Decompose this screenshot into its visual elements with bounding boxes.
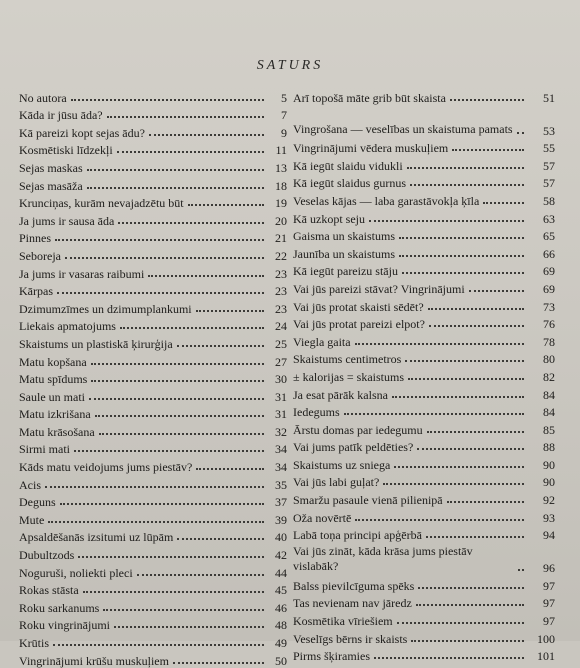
- toc-entry-title: Matu krāsošana: [19, 424, 95, 439]
- dot-leader: [450, 99, 524, 101]
- toc-entry-page-number: 66: [543, 246, 555, 261]
- toc-entry-page-number: 85: [543, 422, 555, 437]
- toc-entry-title: Vingrinājumi vēdera muskuļiem: [293, 141, 449, 156]
- toc-entry: [19, 280, 287, 298]
- toc-entry-page-number: 39: [275, 512, 287, 527]
- dot-leader: [91, 380, 264, 382]
- dot-leader: [518, 569, 524, 571]
- dot-leader: [45, 486, 264, 488]
- toc-entry: [293, 207, 555, 225]
- toc-entry-page-number: 84: [543, 387, 555, 402]
- dot-leader: [196, 468, 264, 470]
- toc-entry-title: Dubultzods: [19, 548, 75, 563]
- toc-entry: [293, 172, 555, 190]
- dot-leader: [188, 204, 264, 206]
- toc-entry-page-number: 23: [275, 266, 287, 281]
- toc-entry-title: Liekais apmatojums: [19, 319, 116, 334]
- toc-entry-page-number: 58: [543, 193, 555, 208]
- dot-leader: [428, 308, 524, 310]
- toc-entry-title: Smaržu pasaule vienā pilienipā: [293, 493, 443, 508]
- toc-entry-title: Krunciņas, kurām nevajadzētu būt: [19, 196, 184, 211]
- dot-leader: [65, 257, 264, 259]
- toc-entry: [19, 508, 287, 526]
- dot-leader: [355, 519, 524, 521]
- toc-right-column: [293, 86, 555, 662]
- toc-entry: [293, 592, 555, 610]
- toc-entry: [19, 631, 287, 649]
- toc-entry: [293, 225, 555, 243]
- dot-leader: [427, 431, 524, 433]
- toc-entry: [293, 189, 555, 207]
- toc-entry: [19, 543, 287, 561]
- toc-entry: [19, 579, 287, 597]
- toc-entry-title: Balss pievilcīguma spēks: [293, 578, 415, 593]
- toc-entry-title: Arī topošā māte grib būt skaista: [293, 90, 446, 105]
- dot-leader: [48, 521, 264, 523]
- dot-leader: [426, 536, 524, 538]
- toc-entry: [19, 385, 287, 403]
- toc-entry: [19, 332, 287, 350]
- toc-entry-page-number: 20: [275, 213, 287, 228]
- toc-entry-title: Vai jums patīk peldēties?: [293, 440, 414, 455]
- toc-entry-page-number: 9: [281, 125, 287, 140]
- dot-leader: [429, 325, 524, 327]
- toc-entry-title: Veselīgs bērns ir skaists: [293, 631, 408, 646]
- dot-leader: [355, 343, 524, 345]
- dot-leader: [397, 622, 524, 624]
- dot-leader: [60, 503, 264, 505]
- dot-leader: [407, 167, 524, 169]
- toc-entry-page-number: 32: [275, 424, 287, 439]
- toc-entry-title: Saule un mati: [19, 389, 85, 404]
- toc-entry-title: Kāda ir jūsu āda?: [19, 108, 103, 123]
- toc-entry-title: Vingrinājumi krūšu muskuļiem: [19, 653, 169, 668]
- toc-entry-title: Ārstu domas par iedegumu: [293, 422, 423, 437]
- dot-leader: [107, 116, 264, 118]
- dot-leader: [95, 415, 264, 417]
- toc-entry-title: Sejas maskas: [19, 160, 83, 175]
- dot-leader: [469, 290, 524, 292]
- dot-leader: [447, 501, 524, 503]
- toc-entry-title: Pinnes: [19, 231, 52, 246]
- toc-entry: [19, 614, 287, 632]
- toc-entry-page-number: 51: [543, 90, 555, 105]
- toc-entry: [19, 297, 287, 315]
- toc-entry-title: Vai jūs protat skaisti sēdēt?: [293, 299, 424, 314]
- toc-entry-title: Noguruši, noliekti pleci: [19, 565, 133, 580]
- toc-entry-title: Matu spīdums: [19, 372, 88, 387]
- toc-entry: [293, 348, 555, 366]
- toc-entry: [19, 455, 287, 473]
- toc-entry: [293, 86, 555, 104]
- contents-title: SATURS: [256, 58, 324, 73]
- dot-leader: [374, 657, 524, 659]
- toc-entry-title: Krūtis: [19, 636, 49, 650]
- toc-entry-title: Matu kopšana: [19, 354, 87, 369]
- dot-leader: [83, 591, 264, 593]
- toc-entry-page-number: 101: [537, 649, 555, 664]
- toc-entry: [19, 104, 287, 122]
- toc-entry-title: Ja esat pārāk kalsna: [293, 387, 388, 402]
- toc-entry-page-number: 78: [543, 334, 555, 349]
- dot-leader: [87, 169, 264, 171]
- toc-entry-page-number: 69: [543, 264, 555, 279]
- toc-entry-page-number: 96: [543, 561, 555, 576]
- toc-entry-page-number: 25: [275, 336, 287, 351]
- toc-entry-page-number: 97: [543, 578, 555, 593]
- toc-entry: [19, 491, 287, 509]
- toc-entry-title: Vai jūs labi guļat?: [293, 475, 380, 490]
- toc-entry-page-number: 31: [275, 407, 287, 422]
- toc-entry-title: Gaisma un skaistums: [293, 229, 395, 244]
- toc-entry-title: Rokas stāsta: [19, 583, 79, 598]
- toc-entry-page-number: 92: [543, 493, 555, 508]
- toc-entry-title: Kā iegūt slaidus gurnus: [293, 176, 406, 191]
- toc-entry: [293, 277, 555, 295]
- toc-entry: [19, 227, 287, 245]
- toc-entry-title: Pirms šķiramies: [293, 649, 370, 664]
- toc-entry-page-number: 57: [543, 176, 555, 191]
- toc-entry: [293, 154, 555, 172]
- toc-entry-title: Vai jūs pareizi stāvat? Vingrinājumi: [293, 281, 465, 296]
- toc-entry-page-number: 73: [543, 299, 555, 314]
- toc-entry: [293, 541, 555, 574]
- toc-entry-title: Kā iegūt pareizu stāju: [293, 264, 398, 279]
- dot-leader: [196, 310, 264, 312]
- dot-leader: [71, 99, 264, 101]
- toc-entry: [19, 368, 287, 386]
- toc-entry-page-number: 45: [275, 583, 287, 598]
- toc-entry-title: Iedegums: [293, 405, 340, 420]
- dot-leader: [148, 275, 264, 277]
- toc-entry-title: Seboreja: [19, 248, 61, 263]
- toc-entry-page-number: 40: [275, 530, 287, 545]
- toc-entry: [19, 174, 287, 192]
- toc-entry-title: Mute: [19, 512, 45, 527]
- dot-leader: [383, 483, 524, 485]
- toc-entry-page-number: 37: [275, 495, 287, 510]
- toc-entry-page-number: 100: [537, 631, 555, 646]
- toc-entry-page-number: 11: [275, 143, 287, 158]
- dot-leader: [74, 450, 264, 452]
- toc-entry: [293, 524, 555, 542]
- toc-entry-page-number: 24: [275, 319, 287, 334]
- toc-entry-page-number: 90: [543, 475, 555, 490]
- toc-entry-page-number: 19: [275, 196, 287, 211]
- toc-entry: [19, 139, 287, 157]
- toc-entry-title: Skaistums uz sniega: [293, 457, 391, 472]
- toc-entry: [19, 192, 287, 210]
- toc-entry-page-number: 34: [275, 442, 287, 457]
- toc-entry: [19, 403, 287, 421]
- toc-entry-page-number: 31: [275, 389, 287, 404]
- toc-entry-page-number: 46: [275, 600, 287, 615]
- dot-leader: [99, 433, 264, 435]
- toc-entry-title: Jaunība un skaistums: [293, 246, 395, 261]
- toc-entry: [293, 295, 555, 313]
- toc-entry-page-number: 34: [275, 460, 287, 475]
- toc-entry: [293, 104, 555, 137]
- toc-entry: [19, 315, 287, 333]
- toc-entry-page-number: 94: [543, 528, 555, 543]
- dot-leader: [392, 396, 524, 398]
- toc-entry-title: Kāds matu veidojums jums piestāv?: [19, 460, 193, 475]
- toc-entry-title: Vingrošana — veselības un skaistuma pamats: [293, 121, 513, 136]
- toc-entry: [293, 471, 555, 489]
- toc-entry-page-number: 57: [543, 158, 555, 173]
- toc-entry-page-number: 97: [543, 596, 555, 611]
- toc-entry-page-number: 18: [275, 178, 287, 193]
- toc-entry: [19, 596, 287, 614]
- toc-entry-page-number: 23: [275, 301, 287, 316]
- toc-entry-title: Roku vingrinājumi: [19, 618, 110, 633]
- dot-leader: [405, 360, 524, 362]
- dot-leader: [402, 272, 524, 274]
- dot-leader: [410, 184, 524, 186]
- toc-entry: [293, 401, 555, 419]
- dot-leader: [394, 466, 524, 468]
- toc-entry-title: Kārpas: [19, 284, 53, 299]
- dot-leader: [177, 538, 264, 540]
- dot-leader: [344, 413, 524, 415]
- toc-entry: [19, 156, 287, 174]
- toc-entry: [19, 526, 287, 544]
- toc-entry-title: Deguns: [19, 495, 56, 510]
- dot-leader: [177, 345, 264, 347]
- toc-entry-page-number: 30: [275, 372, 287, 387]
- toc-entry-title: Dzimumzīmes un dzimumplankumi: [19, 301, 192, 316]
- toc-entry: [293, 645, 555, 663]
- dot-leader: [120, 327, 264, 329]
- toc-entry: [293, 418, 555, 436]
- toc-entry-page-number: 42: [275, 548, 287, 563]
- toc-entry: [19, 262, 287, 280]
- toc-entry: [293, 574, 555, 592]
- toc-entry-title: Matu izkrišana: [19, 407, 91, 422]
- toc-entry: [293, 383, 555, 401]
- toc-entry: [293, 627, 555, 645]
- toc-entry-page-number: 93: [543, 510, 555, 525]
- dot-leader: [53, 644, 264, 646]
- toc-entry: [293, 436, 555, 454]
- toc-entry-page-number: 82: [543, 369, 555, 384]
- toc-entry: [19, 121, 287, 139]
- dot-leader: [118, 222, 264, 224]
- dot-leader: [89, 398, 264, 400]
- dot-leader: [399, 255, 524, 257]
- toc-entry-page-number: 90: [543, 457, 555, 472]
- dot-leader: [87, 187, 264, 189]
- toc-entry-page-number: 48: [275, 618, 287, 633]
- toc-entry-title: Ja jums ir vasaras raibumi: [19, 266, 145, 281]
- toc-entry-title: Roku sarkanums: [19, 600, 100, 615]
- toc-entry: [293, 453, 555, 471]
- dot-leader: [517, 132, 524, 134]
- dot-leader: [91, 363, 264, 365]
- toc-entry: [293, 260, 555, 278]
- toc-entry-page-number: 84: [543, 405, 555, 420]
- toc-entry-page-number: 35: [275, 477, 287, 492]
- toc-entry-title: Kosmētiski līdzekļi: [19, 143, 113, 158]
- toc-entry-title: Kā iegūt slaidu vidukli: [293, 158, 403, 173]
- toc-entry: [19, 473, 287, 491]
- toc-entry-title: ± kalorijas = skaistums: [293, 369, 405, 384]
- toc-entry-page-number: 69: [543, 281, 555, 296]
- dot-leader: [117, 151, 264, 153]
- toc-entry-title: No autora: [19, 90, 67, 105]
- dot-leader: [114, 626, 264, 628]
- toc-entry-title: Viegla gaita: [293, 334, 351, 349]
- dot-leader: [369, 220, 524, 222]
- dot-leader: [411, 640, 524, 642]
- toc-entry-title: Skaistums centimetros: [293, 352, 402, 367]
- toc-entry-title: Apsaldēšanās izsitumi uz lūpām: [19, 530, 174, 545]
- toc-entry-page-number: 22: [275, 248, 287, 263]
- dot-leader: [416, 604, 524, 606]
- toc-entry-title: Ja jums ir sausa āda: [19, 213, 115, 228]
- toc-entry-page-number: 44: [275, 565, 287, 580]
- toc-entry: [293, 313, 555, 331]
- toc-entry: [19, 244, 287, 262]
- toc-entry-page-number: 63: [543, 211, 555, 226]
- toc-entry: [19, 209, 287, 227]
- dot-leader: [149, 134, 264, 136]
- toc-entry-title: Tas nevienam nav jāredz: [293, 596, 412, 611]
- toc-entry: [293, 365, 555, 383]
- toc-entry-page-number: 7: [281, 108, 287, 123]
- dot-leader: [137, 574, 264, 576]
- toc-entry-title: Skaistums un plastiskā ķirurģija: [19, 336, 173, 351]
- toc-entry: [19, 86, 287, 104]
- toc-entry: [19, 350, 287, 368]
- toc-entry-page-number: 23: [275, 284, 287, 299]
- dot-leader: [417, 448, 524, 450]
- toc-entry-page-number: 76: [543, 317, 555, 332]
- toc-entry-title: Kā uzkopt seju: [293, 211, 365, 226]
- toc-entry-page-number: 65: [543, 229, 555, 244]
- dot-leader: [483, 202, 524, 204]
- toc-entry-page-number: 5: [281, 90, 287, 105]
- dot-leader: [173, 662, 264, 664]
- toc-entry: [19, 649, 287, 667]
- toc-entry-page-number: 88: [543, 440, 555, 455]
- toc-entry-title: Acis: [19, 477, 41, 492]
- toc-entry: [293, 609, 555, 627]
- toc-entry-title: Oža novērtē: [293, 510, 352, 525]
- toc-entry-page-number: 97: [543, 614, 555, 629]
- toc-entry-title: Vai jūs zināt, kāda krāsa jums piestāv vislabāk?: [293, 544, 473, 574]
- toc-entry: [19, 438, 287, 456]
- toc-entry: [19, 561, 287, 579]
- toc-entry-page-number: 13: [275, 160, 287, 175]
- toc-entry-title: Kā pareizi kopt sejas ādu?: [19, 125, 145, 140]
- toc-entry: [293, 137, 555, 155]
- toc-entry-page-number: 53: [543, 123, 555, 138]
- toc-entry-title: Veselas kājas — laba garastāvokļa ķīla: [293, 193, 480, 208]
- toc-entry: [19, 420, 287, 438]
- dot-leader: [57, 292, 264, 294]
- dot-leader: [452, 149, 524, 151]
- toc-entry-page-number: 21: [275, 231, 287, 246]
- toc-entry: [293, 242, 555, 260]
- toc-entry-page-number: 50: [275, 653, 287, 668]
- toc-entry: [293, 330, 555, 348]
- dot-leader: [78, 556, 264, 558]
- dot-leader: [408, 378, 524, 380]
- toc-entry-page-number: 80: [543, 352, 555, 367]
- toc-entry-page-number: 27: [275, 354, 287, 369]
- toc-entry-title: Sejas masāža: [19, 178, 83, 193]
- toc-entry: [293, 506, 555, 524]
- toc-left-column: [19, 86, 287, 667]
- toc-entry-page-number: 49: [275, 636, 287, 650]
- toc-entry-title: Kosmētika vīriešiem: [293, 614, 393, 629]
- toc-entry-page-number: 55: [543, 141, 555, 156]
- dot-leader: [418, 587, 524, 589]
- toc-entry-title: Vai jūs protat pareizi elpot?: [293, 317, 425, 332]
- toc-entry: [293, 488, 555, 506]
- dot-leader: [399, 237, 524, 239]
- dot-leader: [55, 239, 264, 241]
- toc-entry-title: Sirmi mati: [19, 442, 70, 457]
- toc-entry-title: Labā toņa principi apģērbā: [293, 528, 422, 543]
- dot-leader: [103, 609, 264, 611]
